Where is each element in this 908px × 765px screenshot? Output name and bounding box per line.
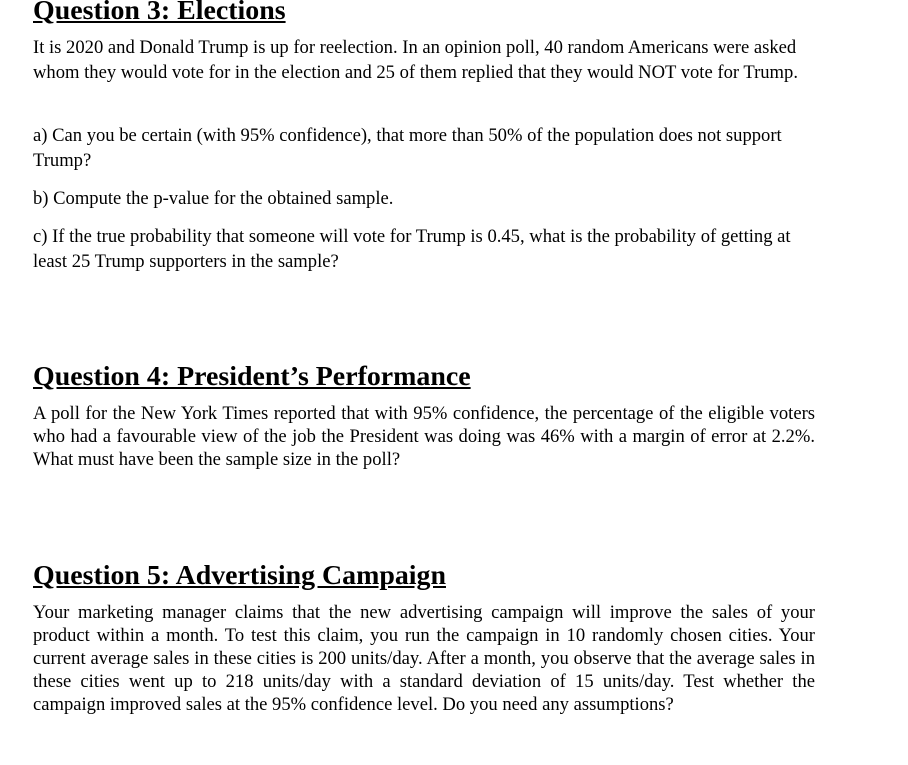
- question-4-body: A poll for the New York Times reported that with 95% confidence, the percentage of the eligible voters who had a favourable view of the job the President was doing was 46% with a margin of error at 2.2%. What must have been the sample size in the poll?: [33, 403, 815, 470]
- question-4-title: Question 4: President’s Performance: [33, 361, 471, 392]
- question-5-body: Your marketing manager claims that the new advertising campaign will improve the sales of your product within a month. To test this claim, you run the campaign in 10 randomly chosen cities. Your current average sales in these cities is 200 units/day. After a month, you observe that the average sales in these cities went up to 218 units/day with a standard deviation of 15 units/day. Test whether the campaign improved sales at the 95% confidence level. Do you need any assumptions?: [33, 602, 815, 715]
- question-3-part-b: b) Compute the p-value for the obtained sample.: [33, 188, 394, 209]
- question-3-part-c: c) If the true probability that someone will vote for Trump is 0.45, what is the probability of getting at least 25 Trump supporters in the sample?: [33, 226, 791, 272]
- question-3-part-a: a) Can you be certain (with 95% confidence), that more than 50% of the population does not support Trump?: [33, 125, 782, 171]
- question-3-title: Question 3: Elections: [33, 0, 286, 26]
- question-3-intro: It is 2020 and Donald Trump is up for reelection. In an opinion poll, 40 random Americans were asked whom they would vote for in the election and 25 of them replied that they would NOT vote for Trump.: [33, 37, 798, 83]
- question-5-title: Question 5: Advertising Campaign: [33, 560, 446, 591]
